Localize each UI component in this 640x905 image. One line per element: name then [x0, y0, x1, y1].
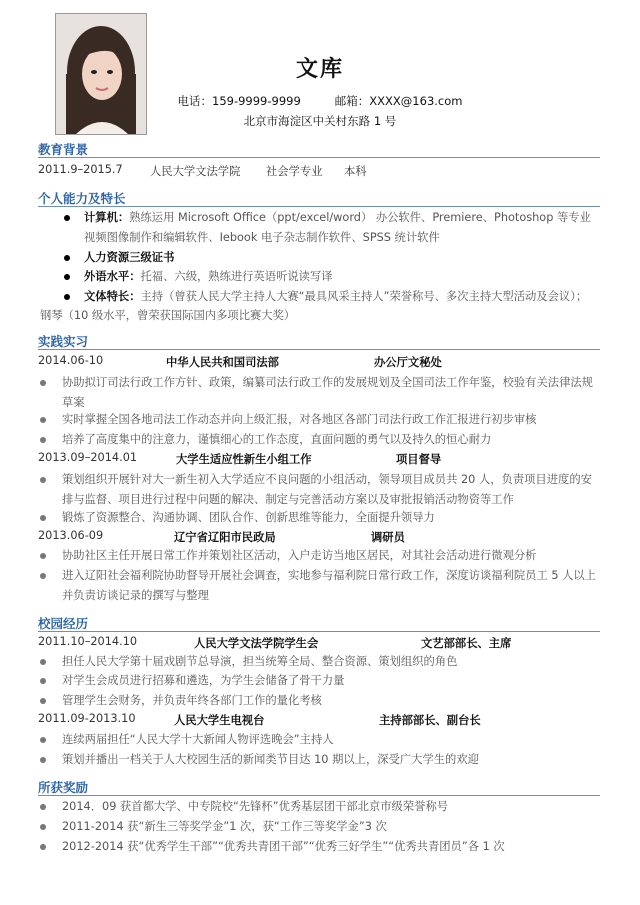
contact-line — [0, 93, 640, 109]
campus-org: 人民大学文法学院学生会 — [194, 637, 319, 650]
phone-value: 159-9999-9999 — [212, 94, 301, 108]
bullet-icon — [40, 437, 46, 443]
job-org: 大学生适应性新生小组工作 — [176, 453, 312, 466]
job-date: 2013.09–2014.01 — [38, 451, 138, 464]
bullet-icon — [64, 255, 70, 261]
divider — [38, 157, 600, 158]
bullet-icon — [64, 294, 70, 300]
list-item: 协助拟订司法行政工作方针、政策，编纂司法行政工作的发展规划及全国司法工作年鉴，校验有关法律法规草案 — [40, 373, 600, 413]
bullet-icon — [40, 678, 46, 684]
divider — [38, 795, 600, 796]
education-major: 社会学专业 — [266, 165, 323, 178]
bullet-icon — [64, 274, 70, 280]
skill-item — [40, 248, 600, 268]
campus-org: 人民大学生电视台 — [174, 714, 265, 727]
list-item: 2014．09 获首都大学、中专院校“先锋杯”优秀基层团干部北京市级荣誉称号 — [40, 797, 600, 817]
job-org: 中华人民共和国司法部 — [166, 356, 279, 369]
education-school: 人民大学文法学院 — [150, 165, 241, 178]
job-date: 2013.06-09 — [38, 529, 104, 542]
bullet-icon — [64, 215, 70, 221]
divider — [38, 349, 600, 350]
skill-item — [40, 287, 600, 307]
email-label: 邮箱： — [334, 94, 370, 108]
section-title-internship: 实践实习 — [38, 334, 89, 349]
skill-text: 熟练运用 Microsoft Office（ppt/excel/word） 办公软件、Premiere、Photoshop 等专业视频图像制作和编辑软件、Iebook 电子杂志制作软件、SPSS 统计软件 — [84, 211, 591, 244]
campus-date: 2011.10–2014.10 — [38, 635, 138, 648]
bullet-icon — [40, 553, 46, 559]
section-title-campus: 校园经历 — [38, 616, 89, 631]
candidate-name: 文库 — [295, 57, 344, 82]
job-date: 2014.06-10 — [38, 354, 104, 367]
bullet-icon — [40, 515, 46, 521]
education-period: 2011.9–2015.7 — [38, 163, 123, 176]
job-role: 调研员 — [371, 531, 405, 544]
skill-item — [40, 208, 600, 248]
list-item: 进入辽阳社会福利院协助督导开展社会调查，实地参与福利院日常行政工作，深度访谈福利院员工 5 人以上并负责访谈记录的撰写与整理 — [40, 566, 600, 606]
list-item: 对学生会成员进行招募和遴选，为学生会储备了骨干力量 — [40, 671, 600, 691]
skill-label: 人力资源三级证书 — [84, 251, 175, 264]
phone-label: 电话： — [177, 94, 212, 108]
bullet-icon — [40, 757, 46, 763]
skill-label: 计算机： — [84, 211, 130, 224]
list-item: 培养了高度集中的注意力，谨慎细心的工作态度，直面问题的勇气以及持久的恒心耐力 — [40, 430, 600, 450]
bullet-icon — [40, 573, 46, 579]
divider — [38, 206, 600, 207]
bullet-icon — [40, 477, 46, 483]
list-item: 协助社区主任开展日常工作并策划社区活动，入户走访当地区居民，对其社会活动进行微观分析 — [40, 546, 600, 566]
list-item: 策划并播出一档关于人大校园生活的新闻类节目达 10 期以上，深受广大学生的欢迎 — [40, 750, 600, 770]
list-item: 连续两届担任“人民大学十大新闻人物评选晚会”主持人 — [40, 730, 600, 750]
skill-extra-line: 钢琴（10 级水平，曾荣获国际国内多项比赛大奖） — [40, 309, 296, 322]
list-item: 实时掌握全国各地司法工作动态并向上级汇报，对各地区各部门司法行政工作汇报进行初步审核 — [40, 410, 600, 430]
skill-text: 主持（曾获人民大学主持人大赛“最具风采主持人”荣誉称号、多次主持大型活动及会议）； — [140, 290, 588, 303]
list-item: 策划组织开展针对大一新生初入大学适应不良问题的小组活动，领导项目成员共 20 人，负责项目进度的安排与监督、项目进行过程中问题的解决、制定与完善活动方案以及审批报销活动物资等工作 — [40, 470, 600, 510]
skill-text: 托福、六级，熟练进行英语听说读写译 — [140, 270, 333, 283]
bullet-icon — [40, 844, 46, 850]
skill-item — [40, 267, 600, 287]
section-title-awards: 所获奖励 — [38, 780, 89, 795]
bullet-icon — [40, 804, 46, 810]
bullet-icon — [40, 824, 46, 830]
education-degree: 本科 — [344, 165, 367, 178]
list-item: 2011-2014 获“新生三等奖学金”1 次，获“工作三等奖学金”3 次 — [40, 817, 600, 837]
bullet-icon — [40, 698, 46, 704]
list-item: 担任人民大学第十届戏剧节总导演，担当统筹全局、整合资源、策划组织的角色 — [40, 652, 600, 672]
job-org: 辽宁省辽阳市民政局 — [174, 531, 276, 544]
campus-date: 2011.09-2013.10 — [38, 712, 136, 725]
bullet-icon — [40, 380, 46, 386]
address: 北京市海淀区中关村东路 1 号 — [243, 114, 397, 128]
email-value: XXXX@163.com — [369, 94, 463, 108]
list-item: 锻炼了资源整合、沟通协调、团队合作、创新思维等能力，全面提升领导力 — [40, 508, 600, 528]
job-role: 办公厅文秘处 — [374, 356, 442, 369]
list-item: 管理学生会财务，并负责年终各部门工作的量化考核 — [40, 691, 600, 711]
skill-label: 外语水平： — [84, 270, 141, 283]
campus-role: 主持部部长、副台长 — [379, 714, 481, 727]
campus-role: 文艺部部长、主席 — [421, 637, 512, 650]
section-title-skills: 个人能力及特长 — [38, 191, 126, 206]
skill-label: 文体特长： — [84, 290, 141, 303]
section-title-education: 教育背景 — [38, 142, 89, 157]
bullet-icon — [40, 737, 46, 743]
list-item: 2012-2014 获“优秀学生干部”“优秀共青团干部”“优秀三好学生”“优秀共青团员”各 1 次 — [40, 837, 600, 857]
bullet-icon — [40, 417, 46, 423]
bullet-icon — [40, 659, 46, 665]
divider — [38, 631, 600, 632]
job-role: 项目督导 — [396, 453, 442, 466]
